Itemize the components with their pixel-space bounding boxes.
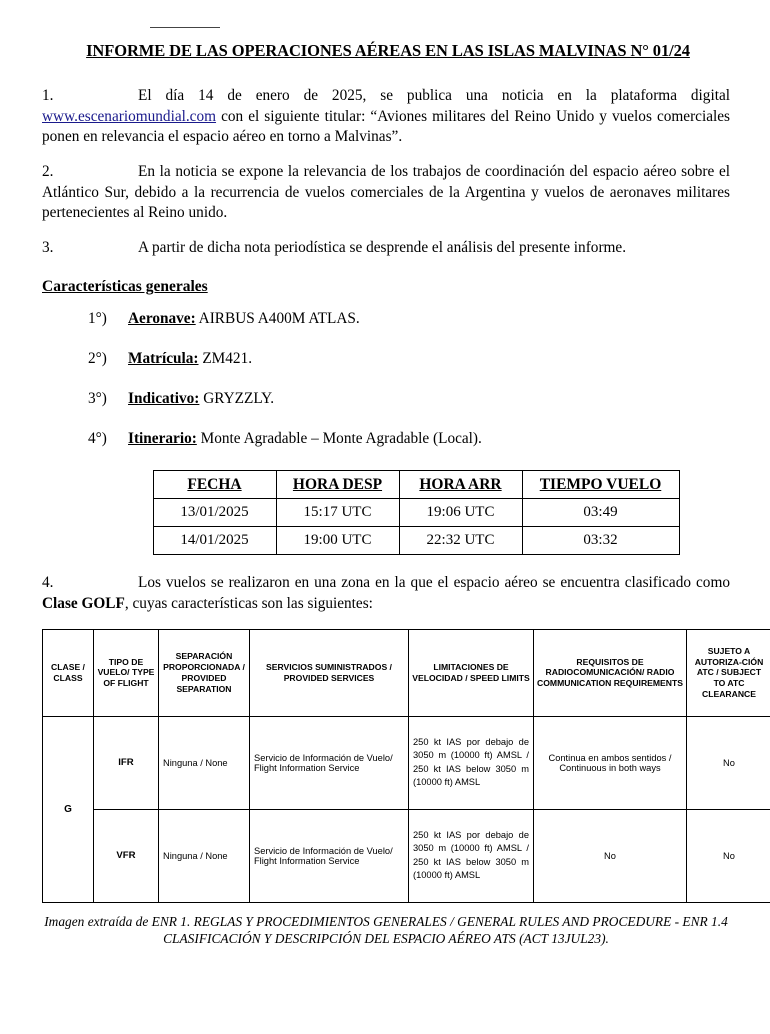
list-item-label: Itinerario: bbox=[128, 430, 197, 448]
paragraph-1-text-before-link: El día 14 de enero de 2025, se publica una noticia en la plataforma digital bbox=[138, 87, 730, 104]
list-item-label: Aeronave: bbox=[128, 310, 196, 328]
list-item-value: GRYZZLY. bbox=[199, 390, 275, 408]
paragraph-4-bold: Clase GOLF bbox=[42, 595, 125, 613]
list-item-itinerario bbox=[42, 430, 730, 448]
list-item-matricula bbox=[42, 350, 730, 368]
airspace-class-table-container bbox=[42, 629, 764, 903]
paragraph-2-number: 2. bbox=[42, 162, 54, 180]
paragraph-2 bbox=[42, 162, 730, 224]
column-header-tiempo-vuelo: TIEMPO VUELO bbox=[522, 471, 679, 499]
paragraph-1-number: 1. bbox=[42, 87, 54, 104]
column-header-autorizacion-atc: SUJETO A AUTORIZA-CIÓN ATC / SUBJECT TO ATC CLEARANCE bbox=[687, 629, 770, 716]
escenariomundial-link[interactable]: www.escenariomundial.com bbox=[42, 107, 217, 125]
cell-separation-vfr: Ninguna / None bbox=[159, 809, 250, 902]
table-row bbox=[153, 499, 679, 527]
paragraph-4 bbox=[42, 573, 730, 614]
section-heading-caracteristicas: Características generales bbox=[42, 278, 208, 296]
list-item-value: Monte Agradable – Monte Agradable (Local). bbox=[196, 430, 482, 448]
cell-fecha: 13/01/2025 bbox=[153, 499, 276, 527]
flight-schedule-table bbox=[153, 470, 680, 555]
cell-class-g: G bbox=[43, 716, 94, 902]
paragraph-3-number: 3. bbox=[42, 238, 54, 256]
paragraph-4-text-before-bold: Los vuelos se realizaron en una zona en la que el espacio aéreo se encuentra clasificado como bbox=[138, 574, 730, 592]
cell-services-ifr: Servicio de Información de Vuelo/ Flight Information Service bbox=[250, 716, 409, 809]
column-header-tipo-de-vuelo: TIPO DE VUELO/ TYPE OF FLIGHT bbox=[94, 629, 159, 716]
column-header-clase: CLASE / CLASS bbox=[43, 629, 94, 716]
cell-separation-ifr: Ninguna / None bbox=[159, 716, 250, 809]
cell-speed-vfr: 250 kt IAS por debajo de 3050 m (10000 ft) AMSL / 250 kt IAS below 3050 m (10000 ft) AMSL bbox=[409, 809, 534, 902]
cell-flight-type-vfr: VFR bbox=[94, 809, 159, 902]
table-header-row bbox=[153, 471, 679, 499]
list-item-value: AIRBUS A400M ATLAS. bbox=[195, 310, 360, 328]
column-header-hora-arr: HORA ARR bbox=[399, 471, 522, 499]
cell-hora-arr: 22:32 UTC bbox=[399, 527, 522, 555]
cell-atc-ifr: No bbox=[687, 716, 770, 809]
list-item-marker: 4°) bbox=[88, 430, 107, 448]
page-title: INFORME DE LAS OPERACIONES AÉREAS EN LAS ISLAS MALVINAS N° 01/24 bbox=[86, 41, 690, 60]
characteristics-list bbox=[42, 310, 730, 448]
airspace-class-table bbox=[42, 629, 770, 903]
paragraph-1 bbox=[42, 86, 730, 148]
cell-flight-type-ifr: IFR bbox=[94, 716, 159, 809]
cell-hora-arr: 19:06 UTC bbox=[399, 499, 522, 527]
cell-fecha: 14/01/2025 bbox=[153, 527, 276, 555]
list-item-aeronave bbox=[42, 310, 730, 328]
cell-atc-vfr: No bbox=[687, 809, 770, 902]
paragraph-2-text: En la noticia se expone la relevancia de los trabajos de coordinación del espacio aéreo sobre el Atlántico Sur, debido a la recurrencia de vuelos comerciales de la Argentina y vuelos de aeronaves militares pertenecientes al Reino unido. bbox=[42, 162, 730, 222]
list-item-marker: 3°) bbox=[88, 390, 107, 408]
cell-radio-vfr: No bbox=[534, 809, 687, 902]
list-item-marker: 2°) bbox=[88, 350, 107, 368]
table-row-vfr bbox=[43, 809, 770, 902]
document-body bbox=[42, 86, 764, 948]
cell-services-vfr: Servicio de Información de Vuelo/ Flight Information Service bbox=[250, 809, 409, 902]
paragraph-4-text-after-bold: , cuyas características son las siguientes: bbox=[124, 595, 373, 613]
cell-hora-desp: 15:17 UTC bbox=[276, 499, 399, 527]
table-header-row bbox=[43, 629, 770, 716]
column-header-separacion: SEPARACIÓN PROPORCIONADA / PROVIDED SEPARATION bbox=[159, 629, 250, 716]
cell-speed-ifr: 250 kt IAS por debajo de 3050 m (10000 ft) AMSL / 250 kt IAS below 3050 m (10000 ft) AMSL bbox=[409, 716, 534, 809]
page-top-tick-mark bbox=[150, 27, 220, 28]
paragraph-3-text: A partir de dicha nota periodística se desprende el análisis del presente informe. bbox=[138, 238, 627, 256]
flight-table-container bbox=[42, 470, 730, 555]
column-header-radiocomunicacion: REQUISITOS DE RADIOCOMUNICACIÓN/ RADIO COMMUNICATION REQUIREMENTS bbox=[534, 629, 687, 716]
table-row-ifr bbox=[43, 716, 770, 809]
column-header-fecha: FECHA bbox=[153, 471, 276, 499]
list-item-label: Indicativo: bbox=[128, 390, 200, 408]
list-item-value: ZM421. bbox=[198, 350, 253, 368]
list-item-marker: 1°) bbox=[88, 310, 107, 328]
table-caption: Imagen extraída de ENR 1. REGLAS Y PROCEDIMIENTOS GENERALES / GENERAL RULES AND PROCEDURE - ENR 1.4 CLASIFICACIÓN Y DESCRIPCIÓN DEL ESPACIO AÉREO ATS (ACT 13JUL23). bbox=[44, 913, 728, 947]
column-header-limitaciones-velocidad: LIMITACIONES DE VELOCIDAD / SPEED LIMITS bbox=[409, 629, 534, 716]
table-row bbox=[153, 527, 679, 555]
cell-tiempo-vuelo: 03:49 bbox=[522, 499, 679, 527]
cell-tiempo-vuelo: 03:32 bbox=[522, 527, 679, 555]
cell-radio-ifr: Continua en ambos sentidos / Continuous in both ways bbox=[534, 716, 687, 809]
column-header-hora-desp: HORA DESP bbox=[276, 471, 399, 499]
paragraph-1-text-after-link: con el siguiente titular: “Aviones militares del Reino Unido y vuelos comerciales ponen en relevancia el espacio aéreo en torno a Malvinas”. bbox=[42, 107, 730, 146]
column-header-servicios: SERVICIOS SUMINISTRADOS / PROVIDED SERVICES bbox=[250, 629, 409, 716]
list-item-indicativo bbox=[42, 390, 730, 408]
paragraph-4-number: 4. bbox=[42, 574, 54, 592]
cell-hora-desp: 19:00 UTC bbox=[276, 527, 399, 555]
paragraph-3 bbox=[42, 238, 730, 259]
list-item-label: Matrícula: bbox=[128, 350, 199, 368]
